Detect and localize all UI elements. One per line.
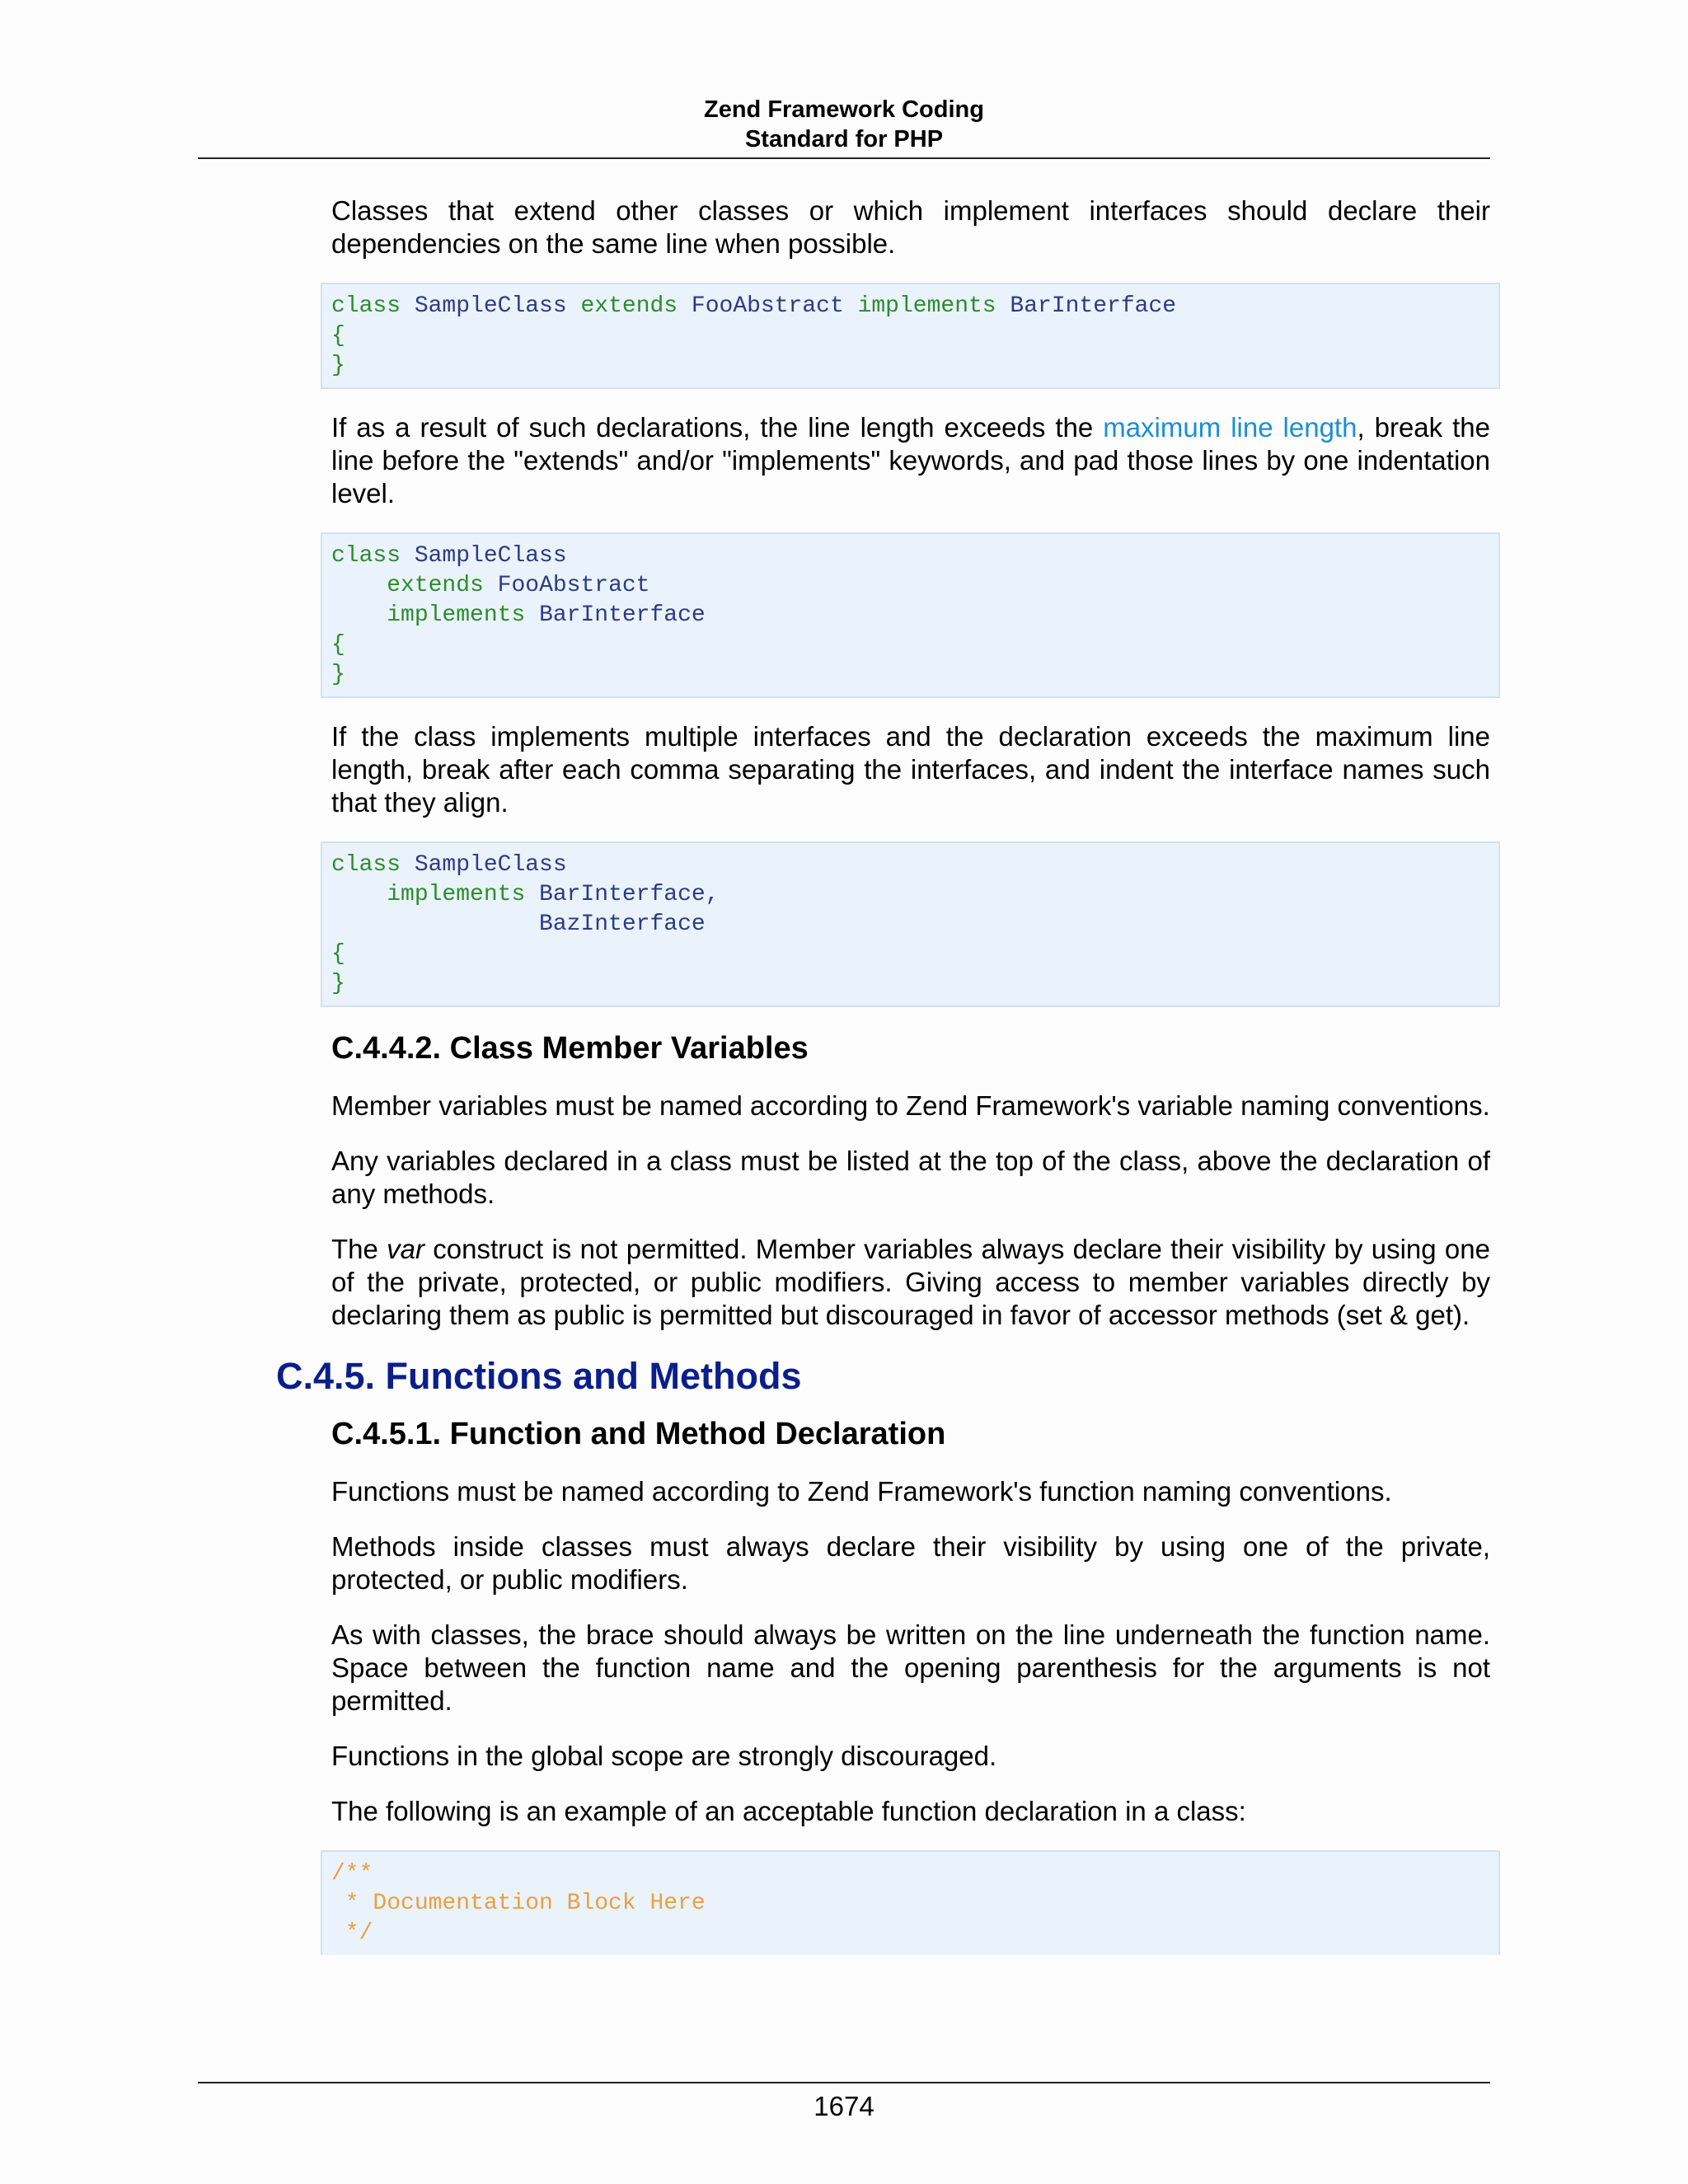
heading-function-method-declaration: C.4.5.1. Function and Method Declaration [331, 1417, 946, 1451]
paragraph-variables-top-of-class: Any variables declared in a class must be listed at the top of the class, above the declaration of any methods. [331, 1146, 1490, 1209]
paragraph-multiple-interfaces: If the class implements multiple interfaces and the declaration exceeds the maximum line length, break after each comma separating the interfaces, and indent the interface names such that they align. [331, 721, 1490, 818]
paragraph-function-naming: Functions must be named according to Zend Framework's function naming conventions. [331, 1476, 1392, 1507]
header-title-line2: Standard for PHP [744, 126, 944, 152]
code-block-single-line-declaration: class SampleClass extends FooAbstract implements BarInterface { } [321, 283, 1500, 389]
heading-functions-and-methods: C.4.5. Functions and Methods [276, 1355, 802, 1397]
paragraph-global-functions: Functions in the global scope are strongly discouraged. [331, 1741, 997, 1771]
page-content [276, 194, 1491, 1955]
header-title-line1: Zend Framework Coding [704, 96, 984, 123]
code-block-broken-declaration: class SampleClass extends FooAbstract implements BarInterface { } [321, 532, 1500, 698]
paragraph-extend-same-line: Classes that extend other classes or which implement interfaces should declare their dependencies on the same line when possible. [331, 195, 1490, 259]
paragraph-method-visibility: Methods inside classes must always declare their visibility by using one of the private, protected, or public modifiers. [331, 1531, 1490, 1595]
header-divider [198, 157, 1490, 159]
page-header [198, 95, 1490, 154]
maximum-line-length-link[interactable]: maximum line length [1103, 412, 1357, 443]
code-block-documentation: /** * Documentation Block Here */ [321, 1850, 1500, 1955]
paragraph-member-variable-naming: Member variables must be named according to Zend Framework's variable naming conventions. [331, 1090, 1490, 1121]
footer-divider [198, 2082, 1490, 2083]
paragraph-var-construct: The var construct is not permitted. Member variables always declare their visibility by using one of the private, protected, or public modifiers. Giving access to member variables directly by declaring them as public is permitted but discouraged in favor of accessor methods (set & get). [331, 1234, 1490, 1330]
paragraph-example-intro: The following is an example of an acceptable function declaration in a class: [331, 1796, 1246, 1826]
page-number: 1674 [814, 2091, 874, 2121]
paragraph-line-length: If as a result of such declarations, the line length exceeds the maximum line length, break the line before the "extends" and/or "implements" keywords, and pad those lines by one indentation level. [331, 412, 1491, 509]
paragraph-brace-placement: As with classes, the brace should always be written on the line underneath the function name. Space between the function name and the opening parenthesis for the arguments is not permitted. [331, 1619, 1490, 1716]
heading-class-member-variables: C.4.4.2. Class Member Variables [331, 1031, 809, 1066]
code-block-multiple-interfaces: class SampleClass implements BarInterface, BazInterface { } [321, 841, 1500, 1007]
